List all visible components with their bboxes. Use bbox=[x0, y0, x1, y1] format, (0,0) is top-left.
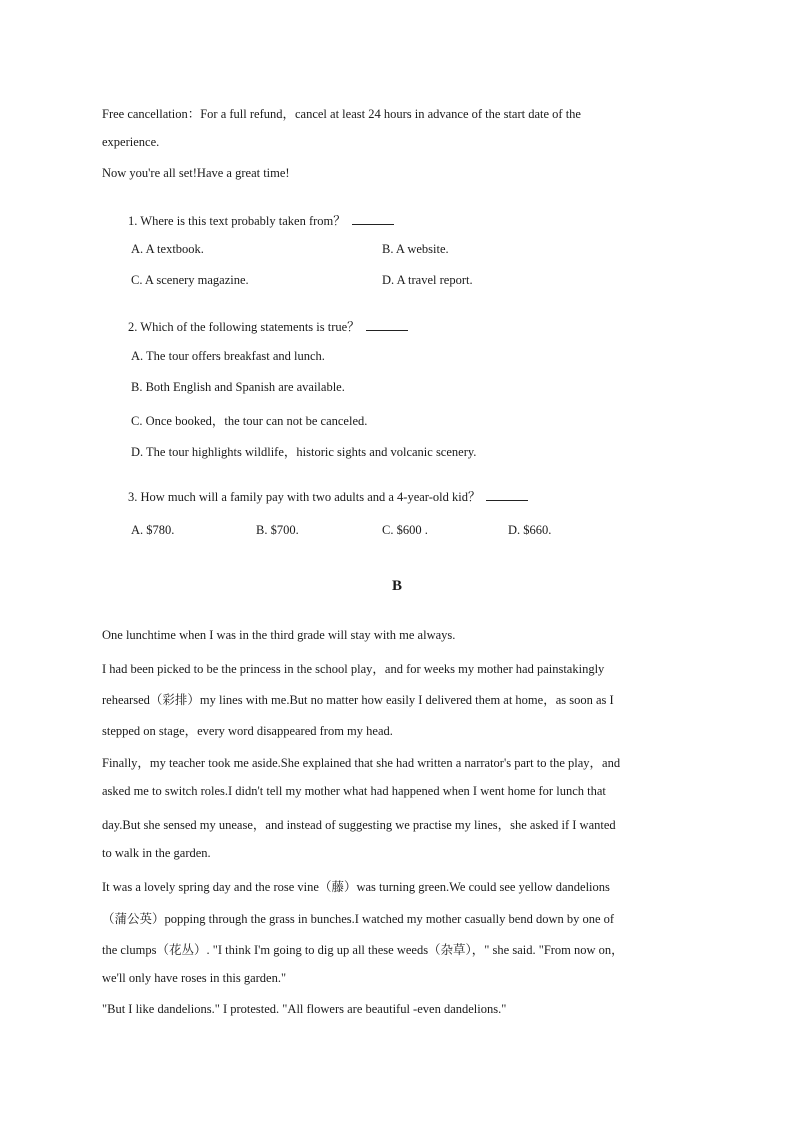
passage-line: （蒲公英）popping through the grass in bunches.I watched my mother casually bend down by one of bbox=[102, 912, 615, 926]
passage-line: rehearsed（彩排）my lines with me.But no matter how easily I delivered them at home，as soon as I bbox=[102, 693, 614, 707]
answer-blank-1 bbox=[352, 214, 394, 225]
q3-option-d: D. $660. bbox=[508, 523, 552, 537]
passage-line: to walk in the garden. bbox=[102, 846, 211, 860]
q1-option-d: D. A travel report. bbox=[382, 273, 473, 287]
passage-line: It was a lovely spring day and the rose vine（藤）was turning green.We could see yellow dandelions bbox=[102, 880, 610, 894]
q2-option-a: A. The tour offers breakfast and lunch. bbox=[131, 349, 325, 363]
q1-option-c: C. A scenery magazine. bbox=[131, 273, 249, 287]
q2-option-c: C. Once booked，the tour can not be canceled. bbox=[131, 414, 368, 428]
cancellation-line-1: Free cancellation：For a full refund，cancel at least 24 hours in advance of the start date of the bbox=[102, 107, 581, 121]
passage-line: the clumps（花丛）. "I think I'm going to dig up all these weeds（杂草），" she said. "From now on， bbox=[102, 943, 624, 957]
q3-option-a: A. $780. bbox=[131, 523, 175, 537]
q3-option-c: C. $600 . bbox=[382, 523, 428, 537]
q1-option-b: B. A website. bbox=[382, 242, 449, 256]
question-3 bbox=[128, 487, 528, 505]
question-2-text: 2. Which of the following statements is true？ bbox=[128, 320, 360, 334]
passage-line: "But I like dandelions." I protested. "All flowers are beautiful -even dandelions." bbox=[102, 1002, 507, 1016]
passage-line: stepped on stage，every word disappeared from my head. bbox=[102, 724, 393, 738]
question-1-text: 1. Where is this text probably taken from？ bbox=[128, 214, 346, 228]
q2-option-b: B. Both English and Spanish are available. bbox=[131, 380, 345, 394]
question-1 bbox=[128, 211, 394, 229]
passage-line: we'll only have roses in this garden." bbox=[102, 971, 287, 985]
passage-line: day.But she sensed my unease，and instead of suggesting we practise my lines，she asked if I wanted bbox=[102, 818, 616, 832]
all-set-line: Now you're all set!Have a great time! bbox=[102, 166, 290, 180]
q2-option-d: D. The tour highlights wildlife，historic sights and volcanic scenery. bbox=[131, 445, 477, 459]
passage-line: asked me to switch roles.I didn't tell my mother what had happened when I went home for lunch that bbox=[102, 784, 606, 798]
answer-blank-3 bbox=[486, 490, 528, 501]
passage-line: One lunchtime when I was in the third grade will stay with me always. bbox=[102, 628, 456, 642]
passage-line: Finally，my teacher took me aside.She explained that she had written a narrator's part to the play，and bbox=[102, 756, 621, 770]
q3-option-b: B. $700. bbox=[256, 523, 299, 537]
question-2 bbox=[128, 317, 408, 335]
question-3-text: 3. How much will a family pay with two adults and a 4-year-old kid？ bbox=[128, 490, 481, 504]
answer-blank-2 bbox=[366, 320, 408, 331]
cancellation-line-2: experience. bbox=[102, 135, 160, 149]
section-b-heading: B bbox=[391, 578, 402, 594]
passage-line: I had been picked to be the princess in the school play，and for weeks my mother had painstakingly bbox=[102, 662, 605, 676]
q1-option-a: A. A textbook. bbox=[131, 242, 204, 256]
